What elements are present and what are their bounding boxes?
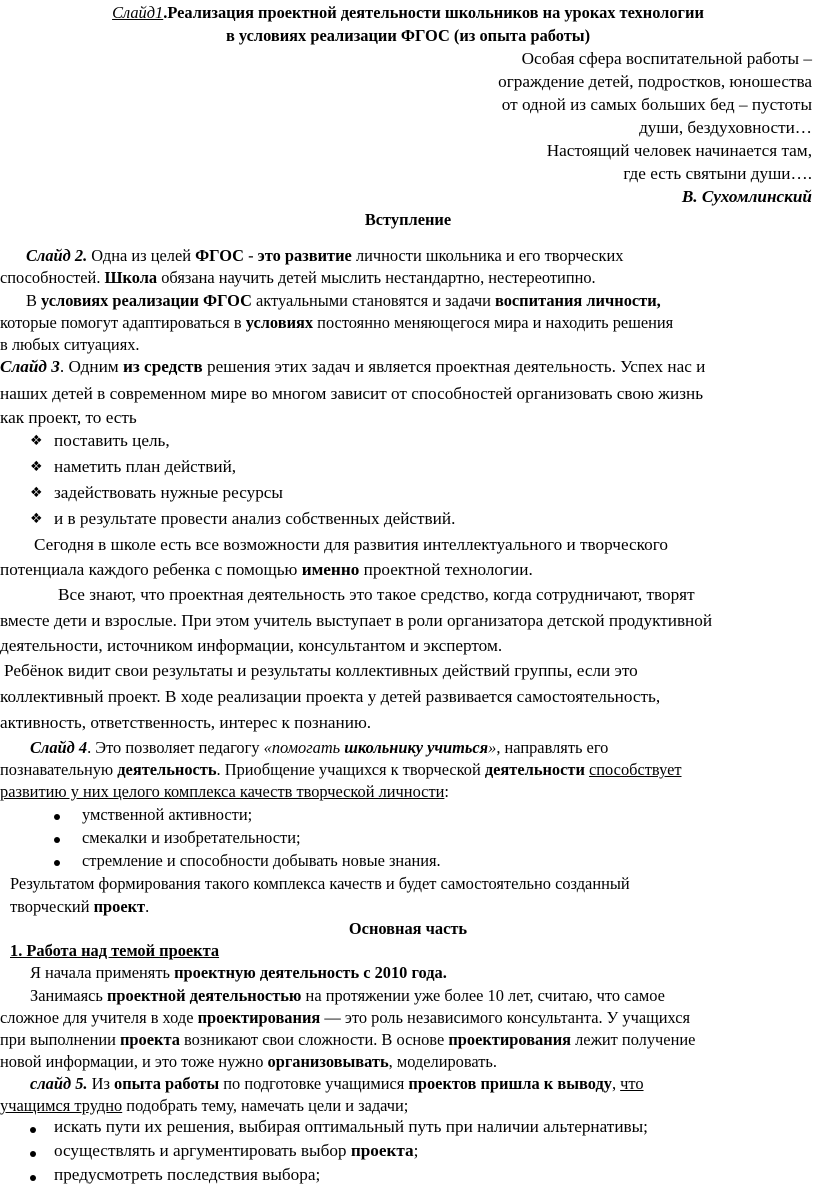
list-item: поставить цель, — [54, 431, 170, 450]
paragraph-line: учащимся трудно подобрать тему, намечать цели и задачи; — [0, 1096, 409, 1115]
epigraph-line: от одной из самых больших бед – пустоты — [501, 95, 812, 114]
paragraph-line: познавательную деятельность. Приобщение учащихся к творческой деятельности способствует — [0, 760, 682, 779]
paragraph-line: творческий проект. — [10, 897, 150, 916]
list-item: искать пути их решения, выбирая оптимальный путь при наличии альтернативы; — [54, 1117, 648, 1136]
epigraph-line: Настоящий человек начинается там, — [546, 141, 812, 160]
paragraph-line: развитию у них целого комплекса качеств творческой личности: — [0, 782, 449, 801]
slide-label: Слайд 3 — [0, 357, 60, 376]
document-title-line-1: Слайд1.Реализация проектной деятельности школьников на уроках технологии — [112, 3, 704, 22]
list-item: осуществлять и аргументировать выбор проекта; — [54, 1141, 419, 1160]
list-item: задействовать нужные ресурсы — [54, 483, 283, 502]
paragraph-line: сложное для учителя в ходе проектирования — это роль независимого консультанта. У учащихся — [0, 1008, 691, 1027]
paragraph-line: Ребёнок видит свои результаты и результаты коллективных действий группы, если это — [4, 661, 638, 680]
bullet-icon — [54, 860, 60, 866]
paragraph-line: Я начала применять проектную деятельность с 2010 года. — [30, 963, 447, 982]
list-item: стремление и способности добывать новые знания. — [82, 851, 441, 870]
slide-label: Слайд 4 — [30, 738, 88, 757]
list-item: смекалки и изобретательности; — [82, 828, 301, 847]
bullet-icon — [30, 1175, 36, 1181]
paragraph-line: слайд 5. Из опыта работы по подготовке учащимися проектов пришла к выводу, что — [30, 1074, 644, 1093]
document-title-line-2: в условиях реализации ФГОС (из опыта работы) — [225, 26, 591, 45]
epigraph-author: В. Сухомлинский — [681, 187, 812, 206]
main-heading: Основная часть — [348, 919, 468, 938]
intro-heading: Вступление — [364, 210, 452, 229]
bullet-icon — [54, 814, 60, 820]
paragraph-line: потенциала каждого ребенка с помощью именно проектной технологии. — [0, 560, 533, 579]
bullet-icon — [30, 1127, 36, 1133]
paragraph-line: Слайд 2. Одна из целей ФГОС - это развитие личности школьника и его творческих — [26, 246, 624, 265]
paragraph-line: Занимаясь проектной деятельностью на протяжении уже более 10 лет, считаю, что самое — [30, 986, 665, 1005]
section-heading: 1. Работа над темой проекта — [10, 941, 220, 960]
epigraph-line: где есть святыни души…. — [623, 164, 812, 183]
bullet-icon — [30, 1151, 36, 1157]
paragraph-line: В условиях реализации ФГОС актуальными становятся и задачи воспитания личности, — [26, 291, 661, 310]
list-item: умственной активности; — [82, 805, 253, 824]
paragraph-line: в любых ситуациях. — [0, 335, 140, 354]
paragraph-line: коллективный проект. В ходе реализации проекта у детей развивается самостоятельность, — [0, 687, 661, 706]
paragraph-line: деятельности, источником информации, консультантом и экспертом. — [0, 636, 503, 655]
paragraph-line: новой информации, и это тоже нужно организовывать, моделировать. — [0, 1052, 497, 1071]
list-item: и в результате провести анализ собственных действий. — [54, 509, 456, 528]
paragraph-line: активность, ответственность, интерес к познанию. — [0, 713, 372, 732]
epigraph-line: Особая сфера воспитательной работы – — [521, 49, 812, 68]
paragraph-line: которые помогут адаптироваться в условиях постоянно меняющегося мира и находить решения — [0, 313, 674, 332]
diamond-bullet-icon: ❖ — [30, 485, 43, 501]
epigraph-line: ограждение детей, подростков, юношества — [498, 72, 812, 91]
paragraph-line: Все знают, что проектная деятельность это такое средство, когда сотрудничают, творят — [58, 585, 695, 604]
paragraph-line: способностей. Школа обязана научить детей мыслить нестандартно, нестереотипно. — [0, 268, 596, 287]
paragraph-line: как проект, то есть — [0, 408, 137, 427]
bullet-icon — [54, 837, 60, 843]
paragraph-line: Слайд 3. Одним из средств решения этих задач и является проектная деятельность. Успех нас и — [0, 357, 706, 376]
diamond-bullet-icon: ❖ — [30, 511, 43, 527]
slide-label: слайд 5. — [30, 1074, 88, 1093]
paragraph-line: Слайд 4. Это позволяет педагогу «помогать школьнику учиться», направлять его — [30, 738, 609, 757]
paragraph-line: наших детей в современном мире во многом зависит от способностей организовать свою жизнь — [0, 384, 704, 403]
paragraph-line: Результатом формирования такого комплекса качеств и будет самостоятельно созданный — [10, 874, 630, 893]
list-item: предусмотреть последствия выбора; — [54, 1165, 321, 1184]
slide-label: Слайд1 — [112, 3, 164, 22]
paragraph-line: Сегодня в школе есть все возможности для развития интеллектуального и творческого — [34, 535, 668, 554]
diamond-bullet-icon: ❖ — [30, 459, 43, 475]
list-item: наметить план действий, — [54, 457, 237, 476]
slide-label: Слайд 2. — [26, 246, 88, 265]
diamond-bullet-icon: ❖ — [30, 433, 43, 449]
paragraph-line: вместе дети и взрослые. При этом учитель выступает в роли организатора детской продуктивной — [0, 611, 713, 630]
paragraph-line: при выполнении проекта возникают свои сложности. В основе проектирования лежит получение — [0, 1030, 696, 1049]
epigraph-line: души, бездуховности… — [639, 118, 812, 137]
